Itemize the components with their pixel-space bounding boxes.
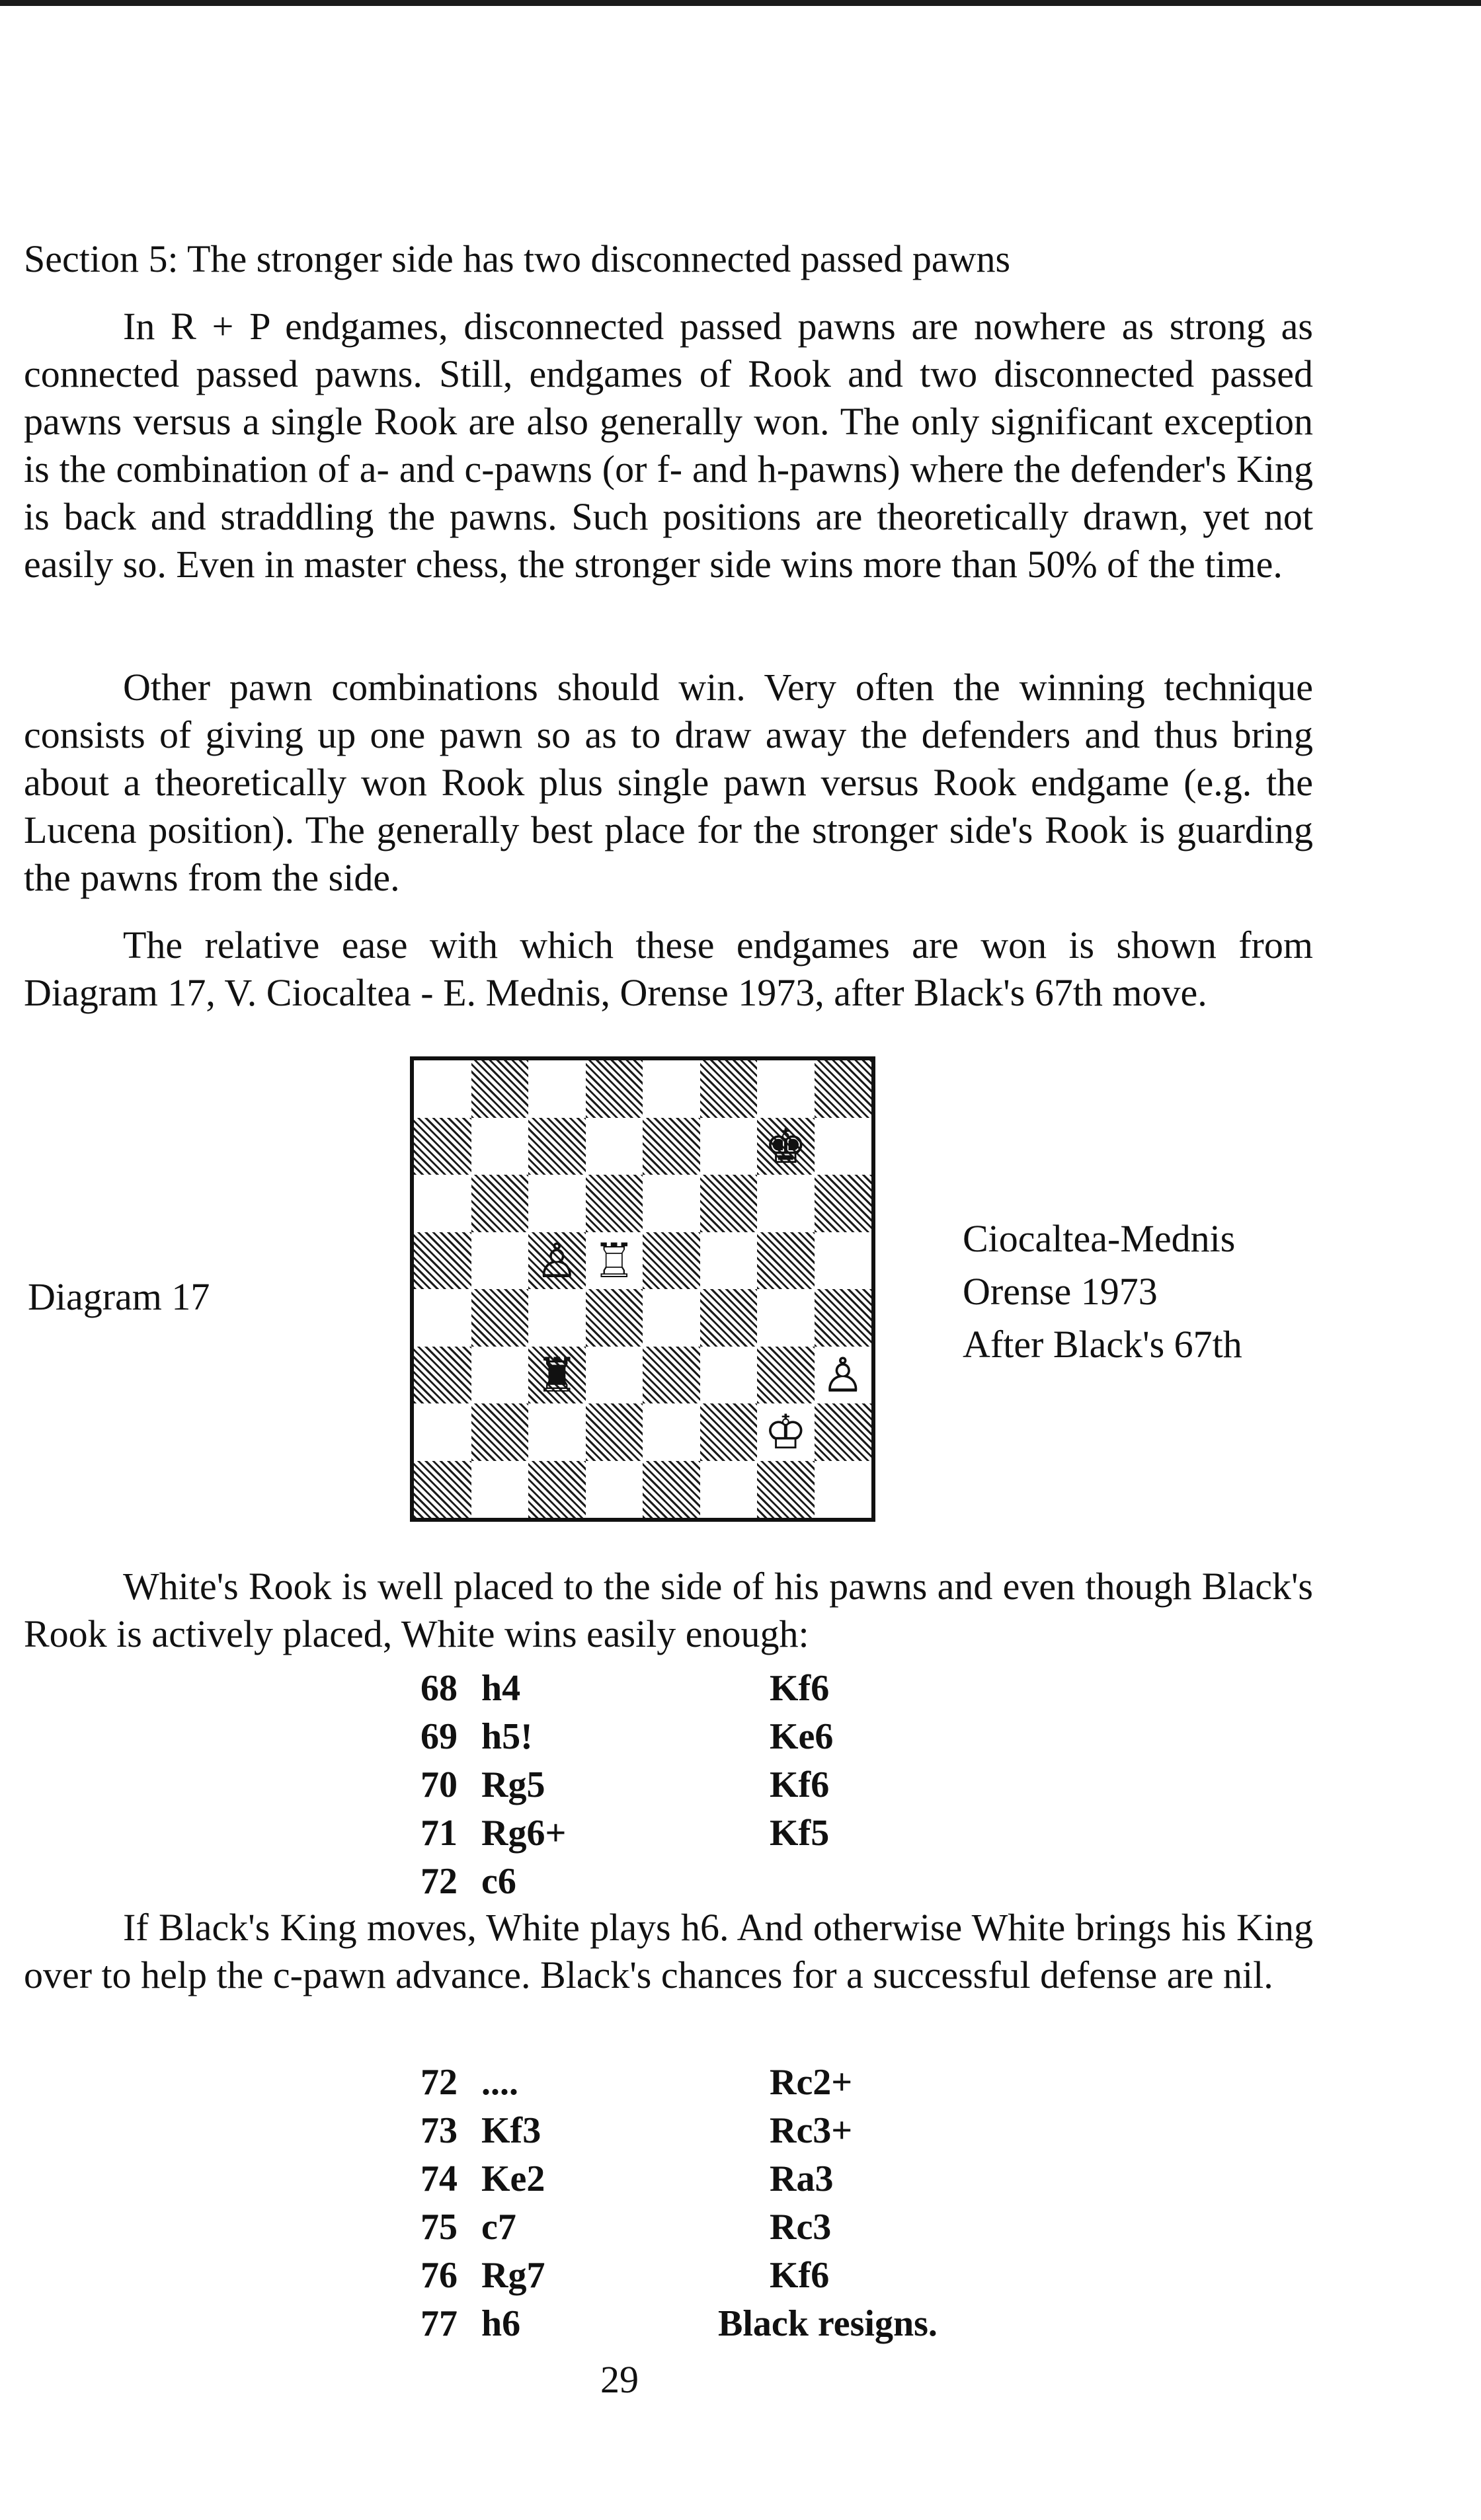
white-rook-icon: ♖ <box>592 1232 636 1288</box>
paragraph-diagram-intro: The relative ease with which these endgames are won is shown from Diagram 17, V. Ciocaltea - E. Mednis, Orense 1973, after Black's 67th move. <box>24 924 1313 1014</box>
square-d4 <box>586 1289 643 1347</box>
black-rook-icon: ♜ <box>535 1347 579 1403</box>
square-f8 <box>700 1060 758 1118</box>
black-move: Kf5 <box>770 1813 830 1854</box>
square-f5 <box>700 1232 758 1290</box>
caption-players: Ciocaltea-Mednis <box>963 1217 1236 1260</box>
square-d5 <box>586 1232 643 1290</box>
move-row <box>420 2300 1016 2348</box>
square-h5 <box>815 1232 872 1290</box>
white-move: h6 <box>481 2303 521 2344</box>
move-row <box>420 1713 1016 1761</box>
white-pawn-icon: ♙ <box>821 1347 865 1403</box>
black-move: Rc3 <box>770 2207 832 2248</box>
square-f6 <box>700 1175 758 1232</box>
square-a3 <box>414 1347 471 1404</box>
square-c8 <box>528 1060 586 1118</box>
square-c6 <box>528 1175 586 1232</box>
square-c2 <box>528 1403 586 1461</box>
square-b7 <box>471 1118 529 1175</box>
move-row <box>420 1858 1016 1906</box>
diagram-caption <box>963 1212 1242 1371</box>
move-row <box>420 2155 1016 2203</box>
square-b5 <box>471 1232 529 1290</box>
square-c4 <box>528 1289 586 1347</box>
square-a7 <box>414 1118 471 1175</box>
paragraph-intro: In R + P endgames, disconnected passed pawns are nowhere as strong as connected passed pawns. Still, endgames of Rook and two disconnected passed pawns versus a single Rook are also generally won. The only significant exception is the combination of a- and c-pawns (or f- and h-pawns) where the defender's King is back and straddling the pawns. Such positions are theoretically drawn, yet not easily so. Even in master chess, the stronger side wins more than 50% of the time. <box>24 305 1313 586</box>
white-move: h5! <box>481 1716 533 1757</box>
square-g6 <box>757 1175 815 1232</box>
move-row <box>420 1809 1016 1858</box>
move-number: 75 <box>420 2207 458 2248</box>
square-f3 <box>700 1347 758 1404</box>
white-move: h4 <box>481 1668 521 1709</box>
white-move: Rg6+ <box>481 1813 567 1854</box>
white-move: Ke2 <box>481 2158 545 2199</box>
square-a1 <box>414 1461 471 1518</box>
square-g2 <box>757 1403 815 1461</box>
square-h6 <box>815 1175 872 1232</box>
move-row <box>420 2203 1016 2252</box>
square-a4 <box>414 1289 471 1347</box>
white-move: .... <box>481 2062 518 2103</box>
move-number: 71 <box>420 1813 458 1854</box>
square-h7 <box>815 1118 872 1175</box>
black-move: Ra3 <box>770 2158 834 2199</box>
square-c5 <box>528 1232 586 1290</box>
square-b4 <box>471 1289 529 1347</box>
square-g5 <box>757 1232 815 1290</box>
square-b2 <box>471 1403 529 1461</box>
white-move: Rg7 <box>481 2255 545 2296</box>
square-f4 <box>700 1289 758 1347</box>
square-d3 <box>586 1347 643 1404</box>
square-g1 <box>757 1461 815 1518</box>
square-e5 <box>643 1232 700 1290</box>
move-row <box>420 2252 1016 2300</box>
paragraph-technique: Other pawn combinations should win. Very often the winning technique consists of giving up one pawn so as to draw away the defenders and thus bring about a theoretically won Rook plus single pawn versus Rook endgame (e.g. the Lucena position). The generally best place for the stronger side's Rook is guarding the pawns from the side. <box>24 666 1313 899</box>
square-d8 <box>586 1060 643 1118</box>
square-f2 <box>700 1403 758 1461</box>
square-c3 <box>528 1347 586 1404</box>
move-row <box>420 2107 1016 2155</box>
move-number: 72 <box>420 2062 458 2103</box>
move-number: 74 <box>420 2158 458 2199</box>
square-e1 <box>643 1461 700 1518</box>
move-row <box>420 2059 1016 2107</box>
white-move: c7 <box>481 2207 516 2248</box>
square-a5 <box>414 1232 471 1290</box>
square-a8 <box>414 1060 471 1118</box>
move-number: 76 <box>420 2255 458 2296</box>
paragraph-rook-placement: White's Rook is well placed to the side of his pawns and even though Black's Rook is actively placed, White wins easily enough: <box>24 1565 1313 1655</box>
square-e6 <box>643 1175 700 1232</box>
square-g4 <box>757 1289 815 1347</box>
square-a6 <box>414 1175 471 1232</box>
move-number: 73 <box>420 2110 458 2151</box>
move-list-1 <box>420 1665 1016 1906</box>
square-b8 <box>471 1060 529 1118</box>
square-e2 <box>643 1403 700 1461</box>
black-king-icon: ♚ <box>764 1118 807 1174</box>
square-b1 <box>471 1461 529 1518</box>
move-row <box>420 1761 1016 1809</box>
square-f7 <box>700 1118 758 1175</box>
square-h4 <box>815 1289 872 1347</box>
caption-move: After Black's 67th <box>963 1323 1242 1366</box>
move-number: 77 <box>420 2303 458 2344</box>
top-border-rule <box>0 0 1481 6</box>
square-h3 <box>815 1347 872 1404</box>
square-g3 <box>757 1347 815 1404</box>
square-h1 <box>815 1461 872 1518</box>
black-move: Rc3+ <box>770 2110 853 2151</box>
white-move: Rg5 <box>481 1764 545 1805</box>
move-number: 70 <box>420 1764 458 1805</box>
black-move: Kf6 <box>770 2255 830 2296</box>
black-move: Kf6 <box>770 1764 830 1805</box>
square-b3 <box>471 1347 529 1404</box>
square-c1 <box>528 1461 586 1518</box>
black-move: Kf6 <box>770 1668 830 1709</box>
square-d1 <box>586 1461 643 1518</box>
square-c7 <box>528 1118 586 1175</box>
chess-board <box>410 1056 875 1522</box>
move-list-2 <box>420 2059 1016 2348</box>
white-pawn-icon: ♙ <box>535 1232 579 1288</box>
caption-event: Orense 1973 <box>963 1270 1158 1313</box>
diagram-label: Diagram 17 <box>28 1275 210 1318</box>
square-b6 <box>471 1175 529 1232</box>
black-move: Rc2+ <box>770 2062 853 2103</box>
move-number: 72 <box>420 1861 458 1902</box>
square-f1 <box>700 1461 758 1518</box>
black-move: Ke6 <box>770 1716 834 1757</box>
paragraph-continuation: If Black's King moves, White plays h6. And otherwise White brings his King over to help the c-pawn advance. Black's chances for a successful defense are nil. <box>24 1906 1313 1996</box>
square-e7 <box>643 1118 700 1175</box>
section-heading: Section 5: The stronger side has two disconnected passed pawns <box>24 237 1011 280</box>
square-d6 <box>586 1175 643 1232</box>
white-move: Kf3 <box>481 2110 541 2151</box>
square-d2 <box>586 1403 643 1461</box>
square-g8 <box>757 1060 815 1118</box>
move-number: 69 <box>420 1716 458 1757</box>
square-e8 <box>643 1060 700 1118</box>
white-move: c6 <box>481 1861 516 1902</box>
page-number: 29 <box>600 2358 639 2401</box>
square-g7 <box>757 1118 815 1175</box>
black-resigns: Black resigns. <box>718 2303 938 2344</box>
square-h2 <box>815 1403 872 1461</box>
white-king-icon: ♔ <box>764 1404 807 1460</box>
move-row <box>420 1665 1016 1713</box>
move-number: 68 <box>420 1668 458 1709</box>
square-a2 <box>414 1403 471 1461</box>
square-h8 <box>815 1060 872 1118</box>
square-e4 <box>643 1289 700 1347</box>
square-d7 <box>586 1118 643 1175</box>
square-e3 <box>643 1347 700 1404</box>
